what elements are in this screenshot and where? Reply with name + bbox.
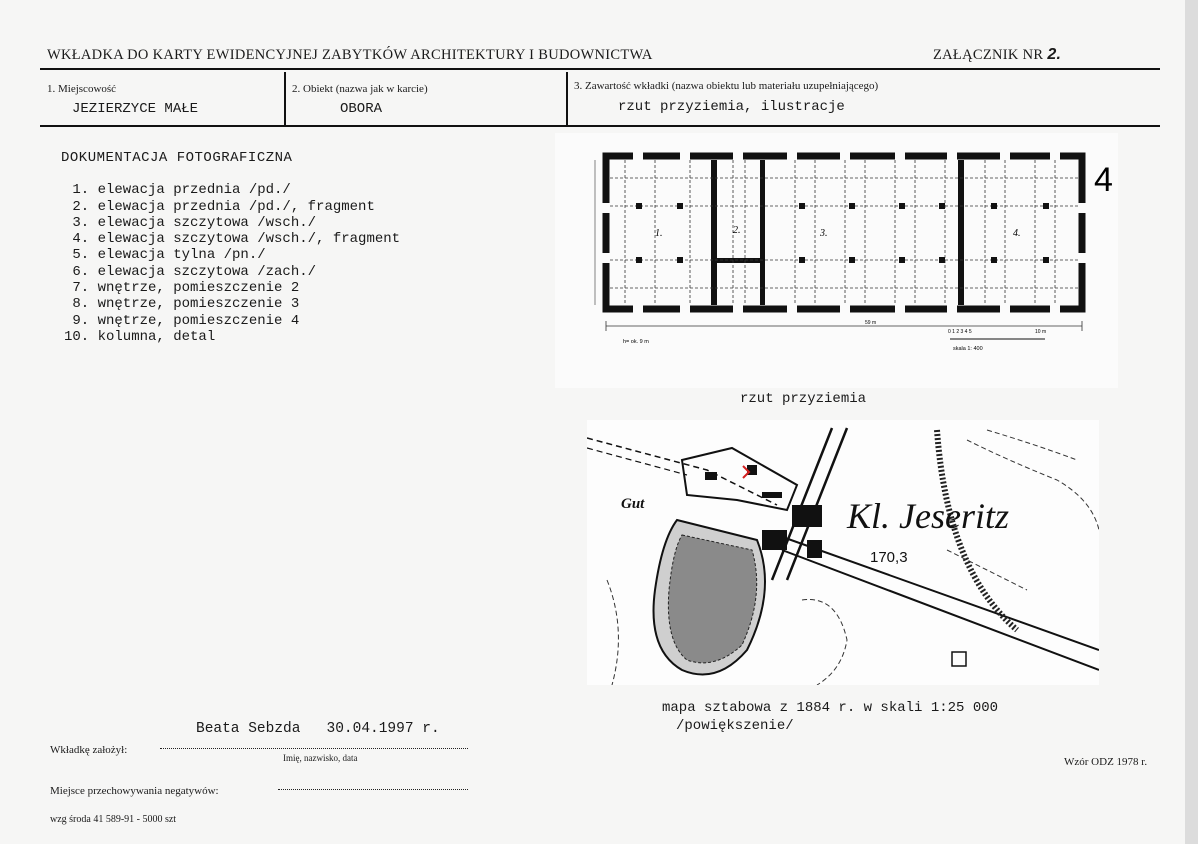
map-main-road	[777, 535, 1099, 670]
historical-map-drawing	[587, 420, 1099, 685]
map-symbol-square	[952, 652, 966, 666]
field-divider-2	[566, 72, 568, 127]
negatives-label: Miejsce przechowywania negatywów:	[50, 785, 219, 797]
list-item: 10. kolumna, detal	[64, 328, 216, 345]
object-value: OBORA	[340, 101, 383, 117]
plan-columns	[636, 203, 1049, 263]
list-item: 3. elewacja szczytowa /wsch./	[64, 214, 317, 231]
list-item: 1. elewacja przednia /pd./	[64, 182, 291, 199]
annex-label-text: ZAŁĄCZNIK NR	[933, 47, 1044, 63]
plan-wall-b	[760, 160, 765, 305]
negatives-line	[278, 789, 468, 790]
plan-height-label: h= ok. 9 m	[623, 339, 649, 345]
printer-imprint: wzg środa 41 589-91 - 5000 szt	[50, 814, 177, 825]
map-gut-label: Gut	[621, 496, 645, 512]
document-title: WKŁADKA DO KARTY EWIDENCYJNEJ ZABYTKÓW ARCHITEKTURY I BUDOWNICTWA	[47, 47, 653, 63]
name-hint: Imię, nazwisko, data	[283, 753, 358, 763]
list-item: 9. wnętrze, pomieszczenie 4	[64, 312, 300, 329]
photo-documentation-list	[61, 150, 400, 345]
list-item: 6. elewacja szczytowa /zach./	[64, 263, 317, 280]
annex-label	[933, 46, 1061, 64]
plan-scale-label: skala 1: 400	[953, 346, 983, 352]
plan-wall-a	[711, 160, 717, 305]
list-item: 4. elewacja szczytowa /wsch./, fragment	[64, 231, 401, 248]
plan-scale-ticks: 0 1 2 3 4 5	[948, 329, 972, 335]
room-label-3: 3.	[820, 228, 828, 239]
documentation-heading: DOKUMENTACJA FOTOGRAFICZNA	[61, 150, 293, 166]
header-rule	[40, 68, 1160, 70]
historical-map-figure	[587, 420, 1099, 685]
room-label-2: 2.	[733, 225, 741, 236]
contents-value: rzut przyziemia, ilustracje	[618, 99, 845, 115]
locality-label: 1. Miejscowość	[47, 83, 117, 95]
field-divider-1	[284, 72, 286, 127]
plan-scale-end: 10 m	[1035, 329, 1047, 335]
list-item: 7. wnętrze, pomieszczenie 2	[64, 280, 300, 297]
list-item: 8. wnętrze, pomieszczenie 3	[64, 296, 300, 313]
plan-caption: rzut przyziemia	[740, 391, 867, 407]
plan-sheet-number: 4	[1094, 161, 1113, 199]
plan-wall-d	[717, 258, 760, 263]
floor-plan-drawing	[555, 133, 1118, 388]
plan-length-label: 59 m	[865, 320, 877, 326]
plan-outer-wall	[606, 156, 1082, 309]
inserted-by-line	[160, 748, 468, 749]
form-pattern: Wzór ODZ 1978 r.	[1064, 756, 1148, 768]
inserted-by-label: Wkładkę założył:	[50, 744, 128, 756]
sheet-edge	[1185, 0, 1198, 844]
locality-value: JEZIERZYCE MAŁE	[72, 101, 199, 117]
list-item: 2. elewacja przednia /pd./, fragment	[64, 198, 375, 215]
annex-number: 2.	[1047, 46, 1062, 63]
map-place-name: Kl. Jeseritz	[847, 496, 1009, 536]
plan-wall-c	[958, 160, 964, 305]
map-caption-line1: mapa sztabowa z 1884 r. w skali 1:25 000	[662, 700, 999, 716]
contents-label: 3. Zawartość wkładki (nazwa obiektu lub materiału uzupełniającego)	[574, 80, 879, 92]
object-label: 2. Obiekt (nazwa jak w karcie)	[292, 83, 428, 95]
room-label-1: 1.	[655, 228, 663, 239]
room-label-4: 4.	[1013, 228, 1021, 239]
fields-rule	[40, 125, 1160, 127]
map-elevation: 170,3	[870, 549, 908, 566]
map-caption-line2: /powiększenie/	[676, 718, 794, 734]
author-and-date: Beata Sebzda 30.04.1997 r.	[196, 721, 440, 737]
plan-vault-lines	[610, 160, 1078, 305]
list-item: 5. elewacja tylna /pn./	[64, 247, 266, 264]
floor-plan-figure	[555, 133, 1118, 388]
